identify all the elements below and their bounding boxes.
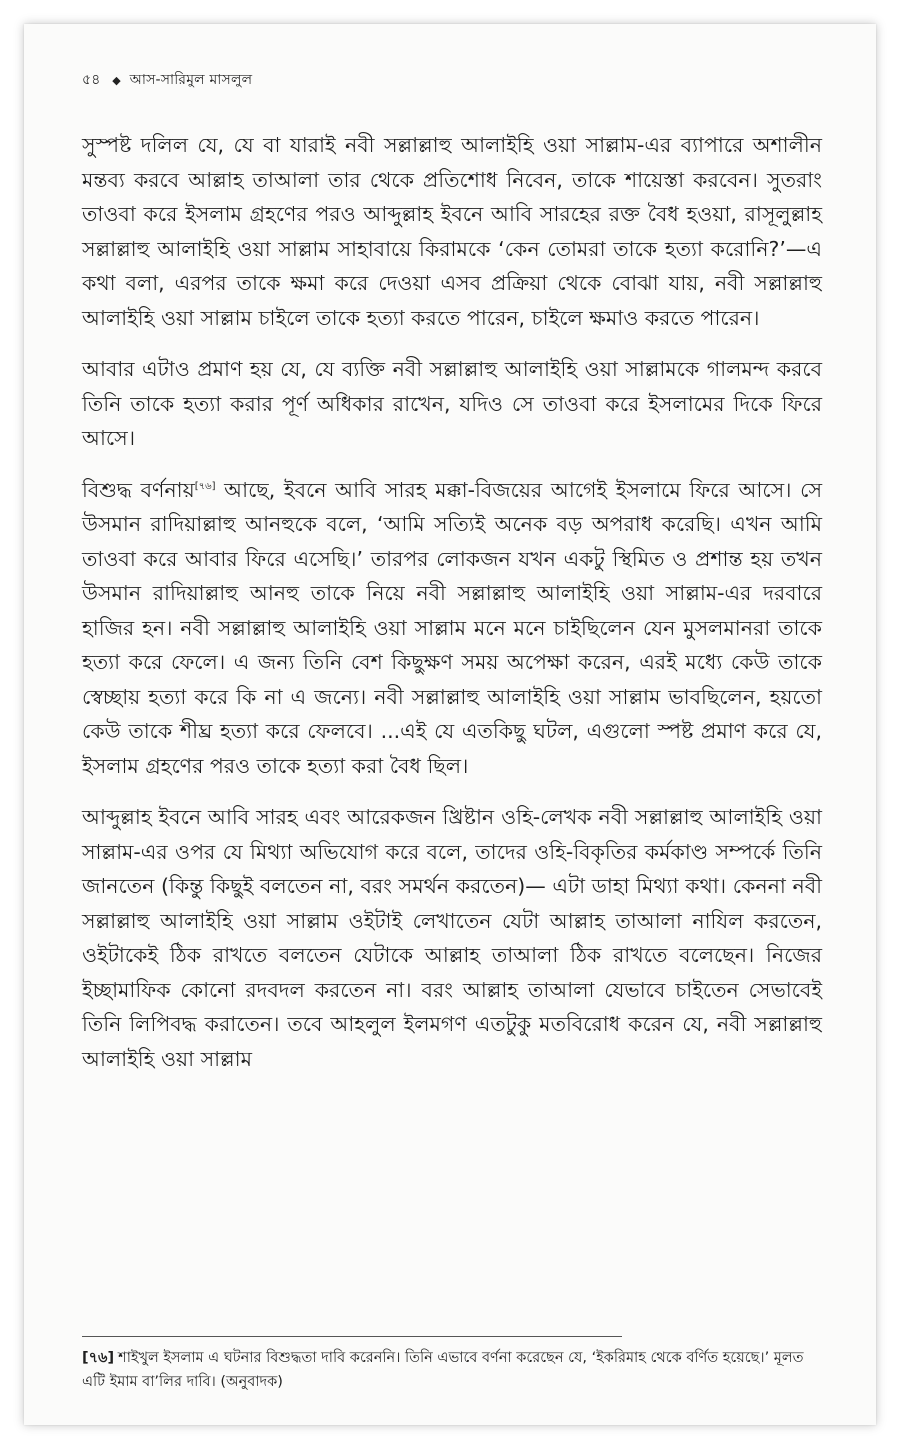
footnote-number: [৭৬] [82,1350,115,1366]
book-page [24,24,876,1425]
paragraph-4: আব্দুল্লাহ ইবনে আবি সারহ এবং আরেকজন খ্রিষ্টান ওহি-লেখক নবী সল্লাল্লাহু আলাইহি ওয়া সাল্লাম-এর ওপর যে মিথ্যা অভিযোগ করে বলে, তাদের ওহি-বিকৃতির কর্মকাণ্ড সম্পর্কে তিনি জানতেন (কিন্তু কিছুই বলতেন না, বরং সমর্থন করতেন)— এটা ডাহা মিথ্যা কথা। কেননা নবী সল্লাল্লাহু আলাইহি ওয়া সাল্লাম ওইটাই লেখাতেন যেটা আল্লাহ তাআলা নাযিল করতেন, ওইটাকেই ঠিক রাখতে বলতেন যেটাকে আল্লাহ তাআলা ঠিক রাখতে বলেছেন। নিজের ইচ্ছামাফিক কোনো রদবদল করতেন না। বরং আল্লাহ তাআলা যেভাবে চাইতেন সেভাবেই তিনি লিপিবদ্ধ করাতেন। তবে আহলুল ইলমগণ এতটুকু মতবিরোধ করেন যে, নবী সল্লাল্লাহু আলাইহি ওয়া সাল্লাম [82,805,822,1071]
footnote-text: শাইখুল ইসলাম এ ঘটনার বিশুদ্ধতা দাবি করেননি। তিনি এভাবে বর্ণনা করেছেন যে, ‘ইকরিমাহ থেকে বর্ণিত হয়েছে।’ মূলত এটি ইমাম বা’লির দাবি। (অনুবাদক) [82,1350,804,1390]
diamond-separator-icon: ◆ [112,74,121,87]
footnote-reference: [৭৬] [194,480,216,492]
paragraph-3 [82,473,822,784]
page-number: ৫৪ [82,72,101,88]
main-text [82,128,822,1093]
paragraph-1: সুস্পষ্ট দলিল যে, যে বা যারাই নবী সল্লাল্লাহু আলাইহি ওয়া সাল্লাম-এর ব্যাপারে অশালীন মন্তব্য করবে আল্লাহ তাআলা তার থেকে প্রতিশোধ নিবেন, তাকে শায়েস্তা করবেন। সুতরাং তাওবা করে ইসলাম গ্রহণের পরও আব্দুল্লাহ ইবনে আবি সারহের রক্ত বৈধ হওয়া, রাসূলুল্লাহ সল্লাল্লাহু আলাইহি ওয়া সাল্লাম সাহাবায়ে কিরামকে ‘কেন তোমরা তাকে হত্যা করোনি?’—এ কথা বলা, এরপর তাকে ক্ষমা করে দেওয়া এসব প্রক্রিয়া থেকে বোঝা যায়, নবী সল্লাল্লাহু আলাইহি ওয়া সাল্লাম চাইলে তাকে হত্যা করতে পারেন, চাইলে ক্ষমাও করতে পারেন। [82,133,822,330]
footnote-divider [82,1336,622,1337]
book-title: আস-সারিমুল মাসলুল [129,72,253,88]
running-header [82,68,252,92]
footnote [82,1346,822,1394]
paragraph-2: আবার এটাও প্রমাণ হয় যে, যে ব্যক্তি নবী সল্লাল্লাহু আলাইহি ওয়া সাল্লামকে গালমন্দ করবে তিনি তাকে হত্যা করার পূর্ণ অধিকার রাখেন, যদিও সে তাওবা করে ইসলামের দিকে ফিরে আসে। [82,357,822,450]
paragraph-3-rest: আছে, ইবনে আবি সারহ মক্কা-বিজয়ের আগেই ইসলামে ফিরে আসে। সে উসমান রাদিয়াল্লাহু আনহুকে বলে, ‘আমি সত্যিই অনেক বড় অপরাধ করেছি। এখন আমি তাওবা করে আবার ফিরে এসেছি।’ তারপর লোকজন যখন একটু স্থিমিত ও প্রশান্ত হয় তখন উসমান রাদিয়াল্লাহু আনহু তাকে নিয়ে নবী সল্লাল্লাহু আলাইহি ওয়া সাল্লাম-এর দরবারে হাজির হন। নবী সল্লাল্লাহু আলাইহি ওয়া সাল্লাম মনে মনে চাইছিলেন যেন মুসলমানরা তাকে হত্যা করে ফেলে। এ জন্য তিনি বেশ কিছুক্ষণ সময় অপেক্ষা করেন, এরই মধ্যে কেউ তাকে স্বেচ্ছায় হত্যা করে কি না এ জন্যে। নবী সল্লাল্লাহু আলাইহি ওয়া সাল্লাম ভাবছিলেন, হয়তো কেউ তাকে শীঘ্র হত্যা করে ফেলবে। ...এই যে এতকিছু ঘটল, এগুলো স্পষ্ট প্রমাণ করে যে, ইসলাম গ্রহণের পরও তাকে হত্যা করা বৈধ ছিল। [82,477,822,778]
paragraph-3-start: বিশুদ্ধ বর্ণনায় [82,477,195,502]
